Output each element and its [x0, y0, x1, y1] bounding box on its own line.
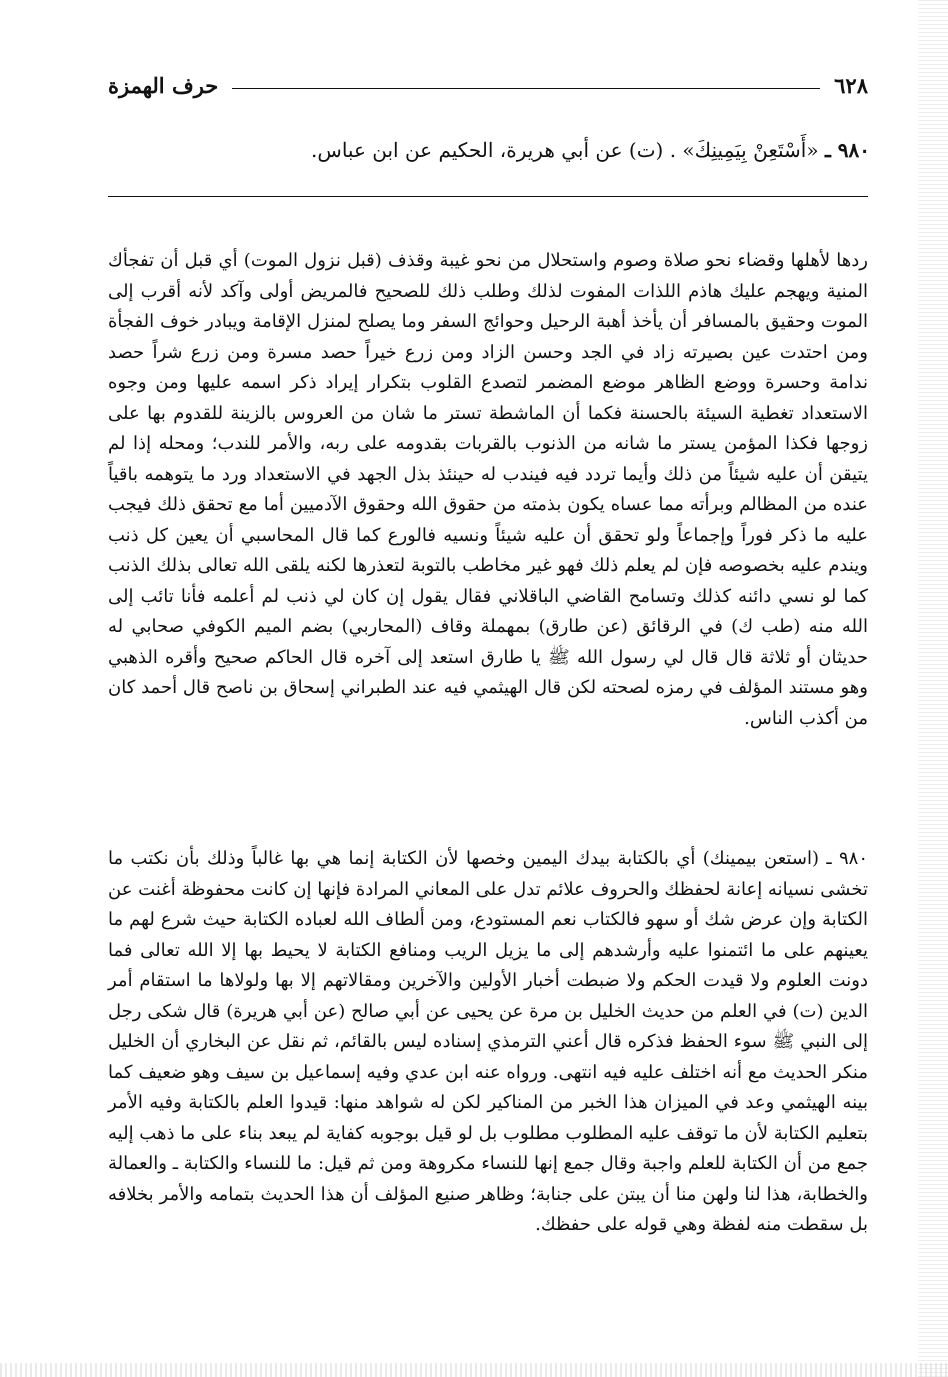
- scan-edge-bottom: [0, 1363, 948, 1377]
- page-number: ٦٢٨: [834, 72, 868, 98]
- hadith-text: «أَسْتَعِنْ بِيَمِينِكَ»: [682, 138, 819, 162]
- chapter-title: حرف الهمزة: [108, 72, 219, 98]
- scan-edge-right: [918, 0, 948, 1377]
- hadith-matn: [150, 130, 870, 170]
- hadith-number: ٩٨٠ ـ: [824, 138, 870, 162]
- section-separator: [108, 196, 868, 197]
- commentary-paragraph-2: ٩٨٠ ـ (استعن بيمينك) أي بالكتابة بيدك اليمين وخصها لأن الكتابة إنما هي بها غالباً وذلك بأن نكتب ما تخشى نسيانه إعانة لحفظك والحروف علائم تدل على المعاني المرادة فإنها إن كانت محفوظة أغنت عن الكتابة وإن عرض شك أو سهو فالكتاب نعم المستودع، ومن ألطاف الله لعباده الكتابة حيث شرع لهم ما يعينهم على ما ائتمنوا عليه وأرشدهم إلى ما يزيل الريب ومنافع الكتابة لا يحيط بها إلا الله تعالى فما دونت العلوم ولا قيدت الحكم ولا ضبطت أخبار الأولين والآخرين ومقالاتهم إلا بها ولولاها ما استقام أمر الدين (ت) في العلم من حديث الخليل بن مرة عن يحيى عن أبي صالح (عن أبي هريرة) قال شكى رجل إلى النبي ﷺ سوء الحفظ فذكره قال أعني الترمذي إسناده ليس بالقائم، ثم نقل عن البخاري أن الخليل منكر الحديث مع أنه اختلف عليه فيه انتهى. ورواه عنه ابن عدي وفيه إسماعيل بن سيف وهو ضعيف كما بينه الهيثمي وعد في الميزان هذا الخبر من المناكير لكن له شواهد منها: قيدوا العلم بالكتابة وفيه الأمر بتعليم الكتابة لأن ما توقف عليه المطلوب مطلوب بل لو قيل بوجوبه كفاية لم يبعد بناء على ما ذهب إليه جمع من أن الكتابة للعلم واجبة وقال جمع إنها للنساء مكروهة ومن ثم قيل: ما للنساء والكتابة ـ والعمالة والخطابة، هذا لنا ولهن منا أن يبتن على جنابة؛ وظاهر صنيع المؤلف أن هذا الحديث بتمامه والأمر بخلافه بل سقطت منه لفظة وهي قوله على حفظك.: [108, 848, 869, 1235]
- page-header: [108, 68, 868, 102]
- hadith-sources: . (ت) عن أبي هريرة، الحكيم عن ابن عباس.: [311, 138, 677, 162]
- commentary-paragraph-1: ردها لأهلها وقضاء نحو صلاة وصوم واستحلال من نحو غيبة وقذف (قبل نزول الموت) أي قبل أن تفجأك المنية ويهجم عليك هاذم اللذات المفوت لذلك وطلب ذلك للصحيح فالمريض أولى وآكد لأنه أقرب إلى الموت وحقيق بالمسافر أن يأخذ أهبة الرحيل وحوائج السفر وما يصلح لمنزل الإقامة ويبادر خوف الفجأة ومن احتدت عين بصيرته زاد في الجد وحسن الزاد ومن زرع خيراً حصد مسرة ومن زرع شراً حصد ندامة وحسرة ووضع الظاهر موضع المضمر لتصدع القلوب بتكرار إيراد ذكر اسمه عليها ومن وجوه الاستعداد تغطية السيئة بالحسنة فكما أن الماشطة تستر ما شان من العروس بالزينة للقدوم بها على زوجها فكذا المؤمن يستر ما شانه من الذنوب بالقربات بقدومه على ربه، والأمر للندب؛ ومحله إذا لم يتيقن أن عليه شيئاً من ذلك وأيما تردد فيه فيندب له حينئذ بذل الجهد في الاستعداد ورد ما يتوهمه باقياً عنده من المظالم وبرأته مما عساه يكون بذمته من حقوق الله وحقوق الآدميين أما مع تحقق ذلك فيجب عليه ما ذكر فوراً وإجماعاً ولو تحقق أن عليه شيئاً ونسيه فالورع كما قال المحاسبي أن يعين كل ذنب ويندم عليه بخصوصه فإن لم يعلم ذلك فهو غير مخاطب بالتوبة لتعذرها لكنه يلقى الله تعالى بذلك الذنب كما لو نسي دائنه كذلك وتسامح القاضي الباقلاني فقال يقول إن كان لي ذنب لم أعلمه فأنا تائب إلى الله منه (طب ك) في الرقائق (عن طارق) بمهملة وقاف (المحاربي) بضم الميم الكوفي صحابي له حديثان أو ثلاثة قال قال لي رسول الله ﷺ يا طارق استعد إلى آخره قال الحاكم صحيح وأقره الذهبي وهو مستند المؤلف في رمزه لصحته لكن قال الهيثمي فيه عند الطبراني إسحاق بن ناصح قال أحمد كان من أكذب الناس.: [108, 250, 869, 729]
- header-rule: [232, 88, 820, 89]
